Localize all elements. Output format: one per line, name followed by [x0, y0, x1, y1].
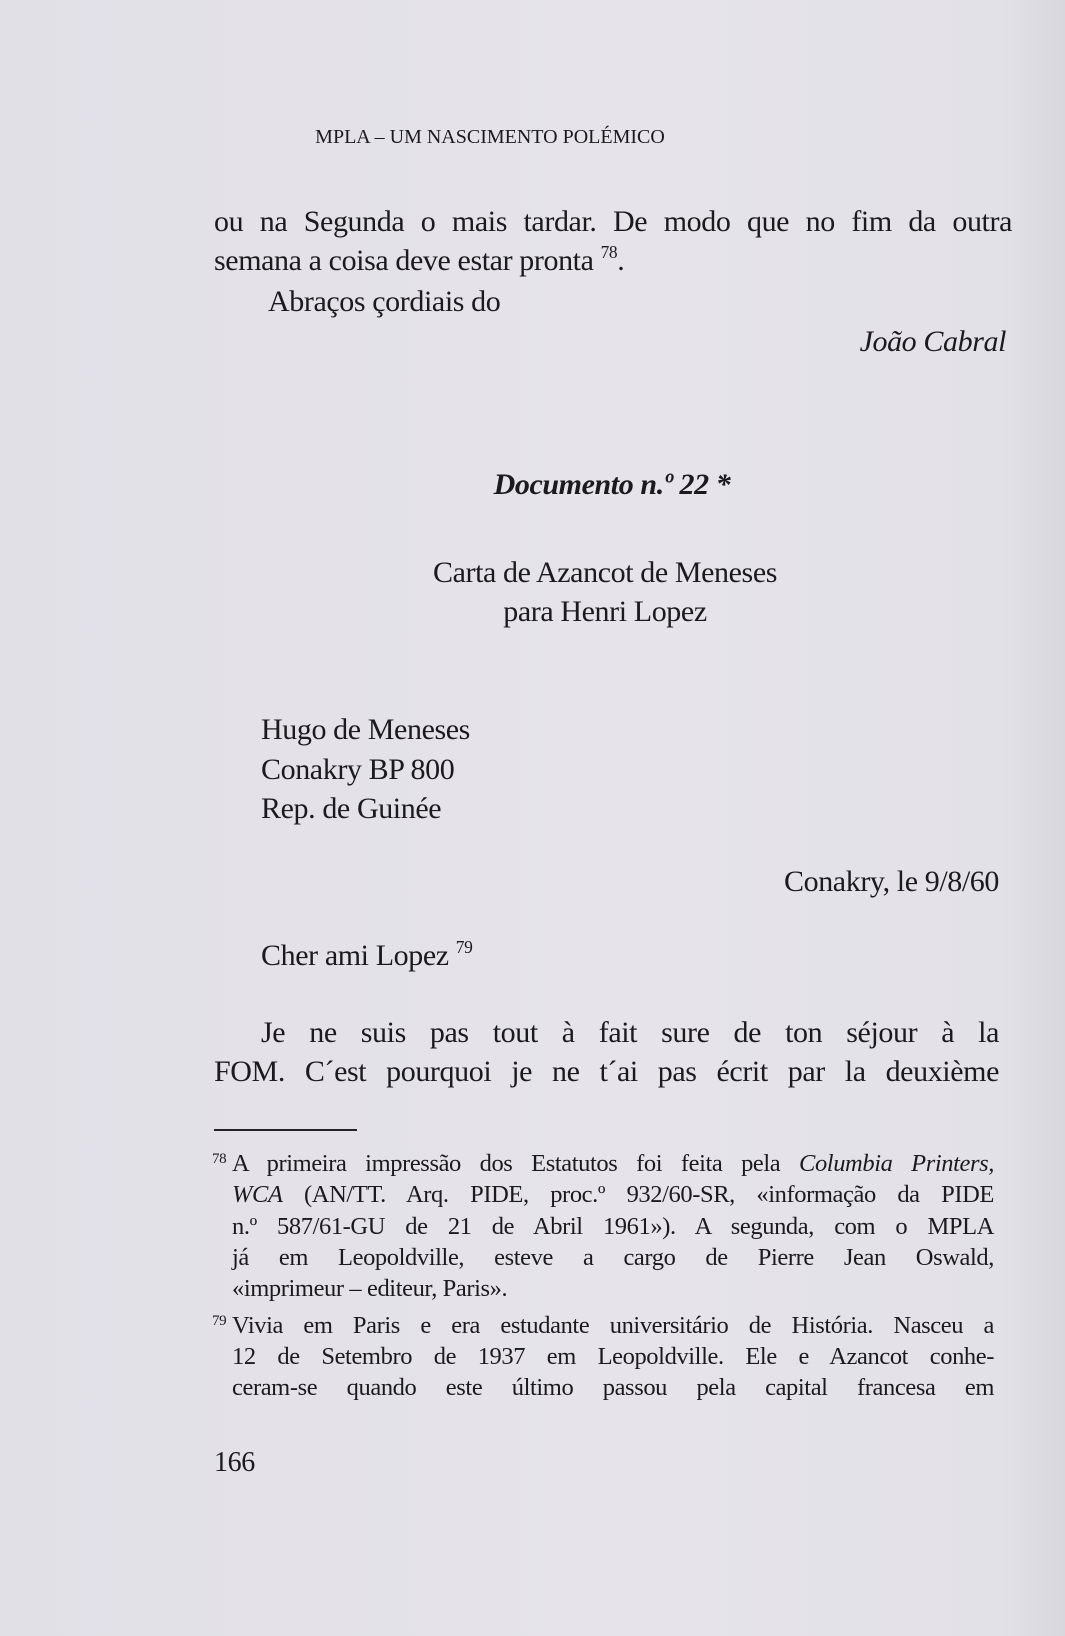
- footnote-line: n.º 587/61-GU de 21 de Abril 1961»). A segunda, com o MPLA: [232, 1213, 994, 1240]
- footnote-ref: 78: [600, 241, 618, 262]
- letter-line: Je ne suis pas tout à fait sure de ton séjour à la: [261, 1016, 999, 1049]
- address-line: Hugo de Meneses: [261, 713, 470, 746]
- footnote-line: ceram-se quando este último passou pela capital francesa em: [232, 1374, 994, 1401]
- footnote-line: Vivia em Paris e era estudante universitário de História. Nasceu a: [232, 1312, 994, 1339]
- fn-italic: WCA: [232, 1181, 283, 1208]
- signature: João Cabral: [859, 325, 1006, 358]
- running-header: MPLA – UM NASCIMENTO POLÉMICO: [315, 126, 665, 148]
- body-line: [214, 242, 624, 280]
- footnote-line: já em Leopoldville, esteve a cargo de Pierre Jean Oswald,: [232, 1244, 994, 1271]
- footnote-line: [232, 1148, 994, 1179]
- document-subtitle: para Henri Lopez: [503, 595, 707, 628]
- footnote-number: 79: [212, 1313, 227, 1329]
- document-subtitle: Carta de Azancot de Meneses: [432, 556, 778, 589]
- footnote-line: [232, 1179, 994, 1210]
- address-line: Conakry BP 800: [261, 753, 455, 786]
- fn-italic: Columbia Printers,: [799, 1150, 994, 1177]
- footnote-rule: [214, 1129, 357, 1131]
- salutation: [261, 937, 472, 975]
- page-number: 166: [214, 1447, 255, 1478]
- letter-line: FOM. C´est pourquoi je ne t´ai pas écrit par la deuxième: [214, 1055, 999, 1088]
- fn-text: A primeira impressão dos Estatutos foi feita pela: [232, 1150, 799, 1177]
- body-line: ou na Segunda o mais tardar. De modo que no fim da outra: [214, 205, 1012, 238]
- fn-text: (AN/TT. Arq. PIDE, proc.º 932/60-SR, «informação da PIDE: [282, 1181, 994, 1208]
- footnote-line: 12 de Setembro de 1937 em Leopoldville. Ele e Azancot conhe-: [232, 1343, 994, 1370]
- salutation-text: Cher ami Lopez: [261, 939, 449, 972]
- footnote-number: 78: [212, 1151, 227, 1167]
- footnote-ref: 79: [455, 936, 473, 957]
- document-heading: Documento n.º 22 *: [493, 468, 731, 501]
- footnote-line: «imprimeur – editeur, Paris».: [232, 1275, 508, 1302]
- address-line: Rep. de Guinée: [261, 792, 442, 825]
- closing: Abraços çordiais do: [268, 285, 501, 318]
- place-date: Conakry, le 9/8/60: [784, 865, 999, 898]
- body-text: semana a coisa deve estar pronta: [214, 244, 594, 277]
- period: .: [617, 244, 625, 277]
